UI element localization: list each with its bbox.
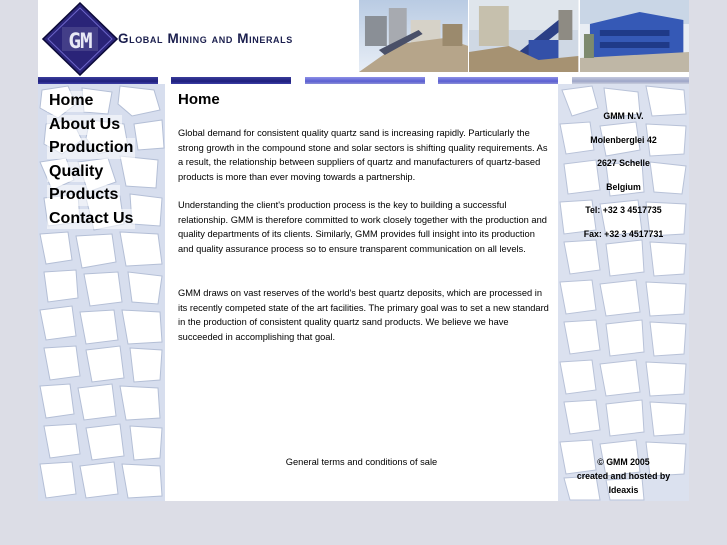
hosted-by-text: created and hosted by <box>576 471 671 481</box>
address-city: 2627 Schelle <box>597 158 650 168</box>
content-paragraph: Global demand for consistent quality quartz sand is increasing rapidly. Particularly the strong growth in the compound stone and solar sectors is shifting quality requirements. As a result, the relationship between suppliers of quartz and manufacturers of quartz-based products is more than ever moving towards a partnership. <box>178 128 548 182</box>
header-logo-area[interactable] <box>38 0 358 77</box>
divider-stripe <box>38 77 158 84</box>
page-container <box>38 0 689 501</box>
main-nav <box>38 84 165 229</box>
phone-number: Tel: +32 3 4517735 <box>585 205 662 215</box>
page-title: Home <box>178 91 220 108</box>
nav-item-home[interactable]: Home <box>47 91 95 112</box>
plant-photo-1 <box>358 0 468 72</box>
fax-number: Fax: +32 3 4517731 <box>583 228 664 239</box>
nav-item-products[interactable]: Products <box>47 185 120 206</box>
footer-credits <box>558 455 689 497</box>
logo-monogram: GM <box>68 29 92 53</box>
terms-conditions-link[interactable]: General terms and conditions of sale <box>285 457 438 467</box>
nav-item-quality[interactable]: Quality <box>47 162 105 183</box>
address-country: Belgium <box>606 181 641 192</box>
divider-stripe <box>438 77 558 84</box>
address-street: Molenberglei 42 <box>590 134 657 145</box>
copyright-text: © GMM 2005 <box>597 457 650 467</box>
header-photo-strip <box>358 0 689 72</box>
content-paragraph: GMM draws on vast reserves of the world's best quartz deposits, which are processed in its recently competed state of the art facilities. The primary goal was to set a new standard in the production of consistent quality quartz sand products. We believe we have succeeded in accomplishing that goal. <box>178 288 549 342</box>
plant-photo-3 <box>579 0 689 72</box>
divider-stripe <box>572 77 689 84</box>
nav-item-contact-us[interactable]: Contact Us <box>47 209 135 230</box>
gmm-logo-icon[interactable] <box>42 2 118 76</box>
nav-item-production[interactable]: Production <box>47 138 135 159</box>
company-name: GMM N.V. <box>603 111 644 121</box>
divider-stripe <box>171 77 291 84</box>
nav-item-about-us[interactable]: About Us <box>47 115 122 136</box>
plant-photo-2 <box>468 0 578 72</box>
divider-stripe <box>305 77 425 84</box>
brand-name: Global Mining and Minerals <box>118 31 293 46</box>
contact-info <box>558 84 689 246</box>
host-link[interactable]: Ideaxis <box>608 485 639 495</box>
header-divider-bar <box>38 77 689 84</box>
content-paragraph: Understanding the client's production process is the key to building a successful relationship. GMM is therefore committed to work closely together with the production and quality departments of its clients. Similarly, GMM provides full insight into its production and quality assurance process so to ensure transparent communication on all levels. <box>178 200 547 254</box>
main-content <box>165 84 558 501</box>
